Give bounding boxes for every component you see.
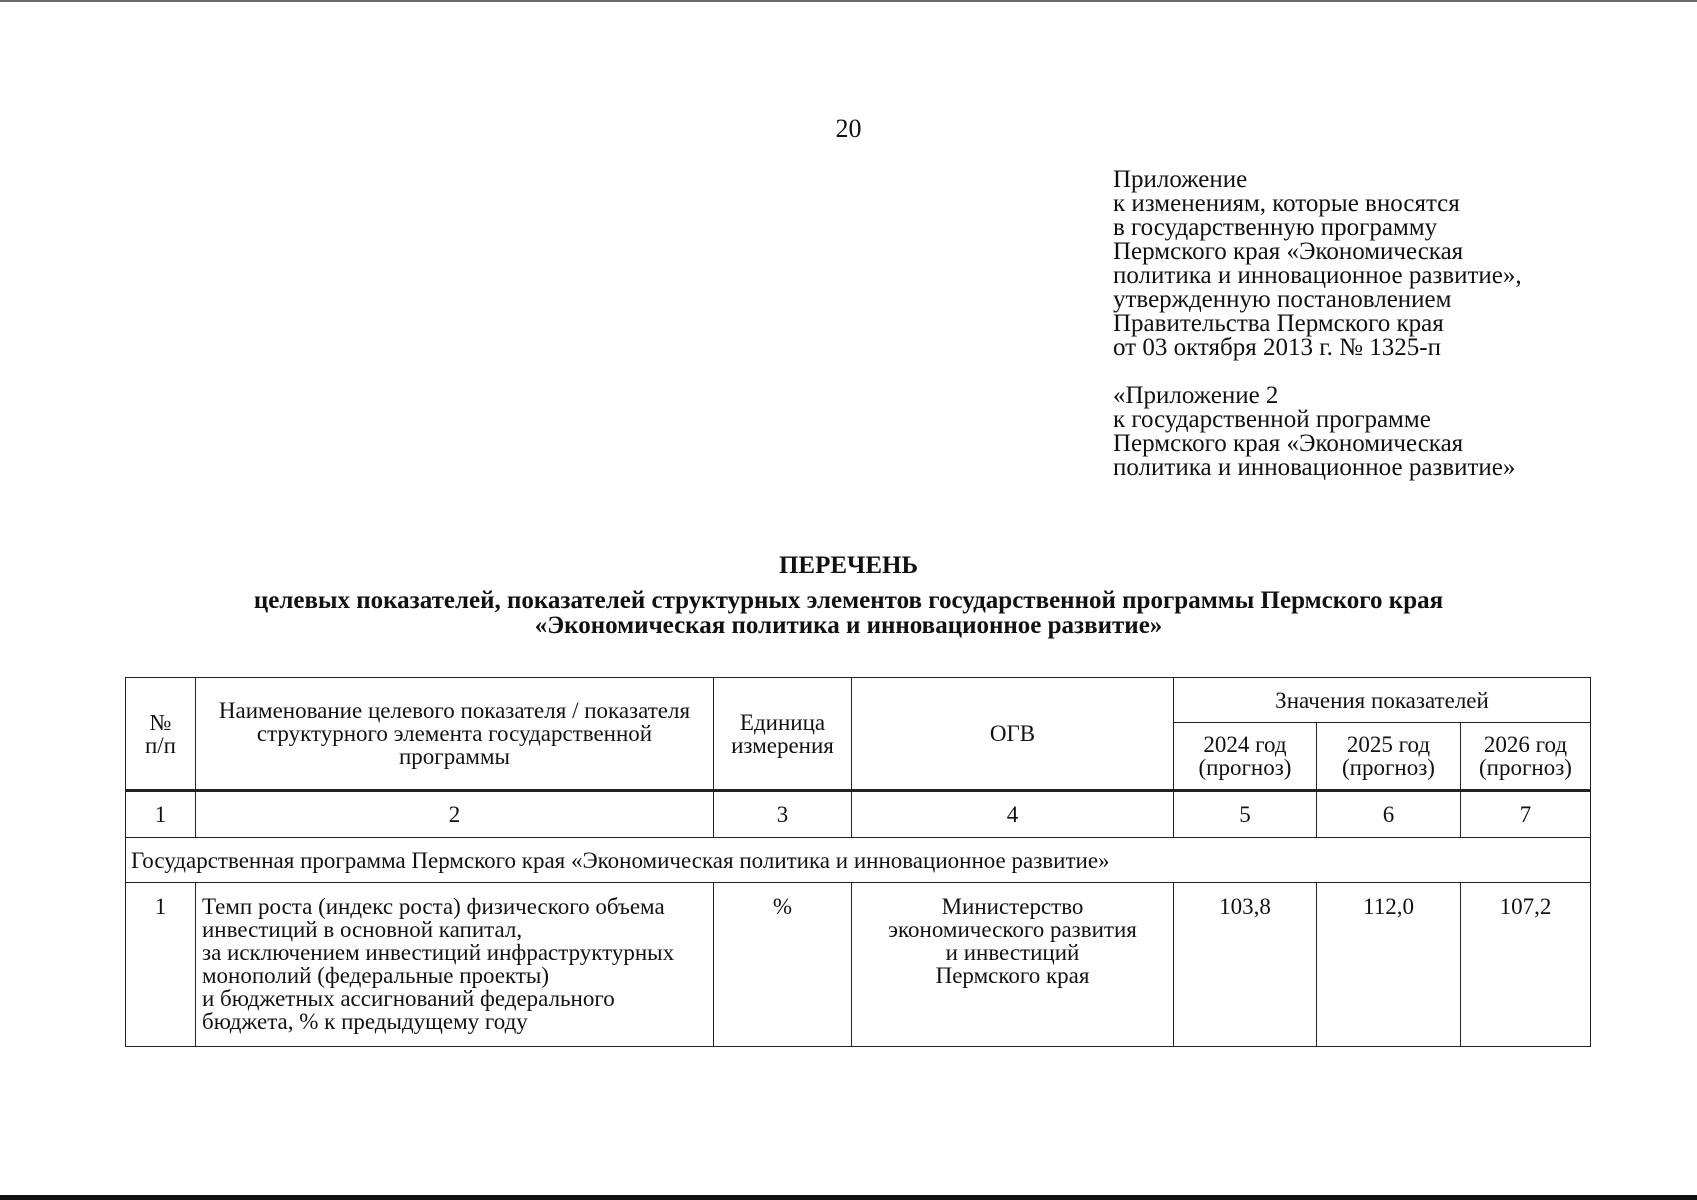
header-year: 2026 год	[1483, 732, 1568, 757]
appendix-line: в государственную программу	[1113, 214, 1438, 241]
column-number: 2	[196, 791, 714, 838]
appendix2-line: политика и инновационное развитие»	[1113, 454, 1516, 481]
ogv-line: и инвестиций	[945, 940, 1080, 965]
header-name-line: программы	[398, 744, 510, 769]
row-value-2025: 112,0	[1317, 883, 1461, 1047]
appendix2-line: Пермского края «Экономическая	[1113, 430, 1464, 457]
header-unit	[714, 678, 852, 791]
scan-edge-top	[0, 0, 1697, 2]
document-subtitle	[0, 588, 1697, 638]
appendix-line: утвержденную постановлением	[1113, 286, 1452, 313]
header-year-2024	[1174, 723, 1317, 791]
header-name-line: структурного элемента государственной	[256, 721, 653, 746]
ogv-line: Министерство	[941, 894, 1084, 919]
column-number: 6	[1317, 791, 1461, 838]
header-year-note: (прогноз)	[1479, 755, 1572, 780]
indicator-name-line: за исключением инвестиций инфраструктурных	[202, 940, 675, 965]
subtitle-line: «Экономическая политика и инновационное развитие»	[534, 612, 1163, 639]
header-unit-line: измерения	[731, 732, 834, 758]
subtitle-line: целевых показателей, показателей структурных элементов государственной программы Пермского края	[253, 587, 1444, 614]
indicator-name-line: бюджета, % к предыдущему году	[202, 1009, 528, 1034]
scan-edge-bottom	[0, 1195, 1697, 1200]
header-year: 2025 год	[1346, 732, 1431, 757]
section-title: Государственная программа Пермского края «Экономическая политика и инновационное развитие»	[126, 838, 1591, 883]
column-number: 1	[126, 791, 196, 838]
table-row	[126, 883, 1591, 1047]
row-unit: %	[714, 883, 852, 1047]
row-value-2024: 103,8	[1174, 883, 1317, 1047]
header-year-note: (прогноз)	[1198, 755, 1292, 780]
document-title: ПЕРЕЧЕНЬ	[778, 552, 919, 579]
column-number: 4	[852, 791, 1174, 838]
header-year-2025	[1317, 723, 1461, 791]
header-year-2026	[1461, 723, 1591, 791]
header-unit-line: Единица	[739, 709, 826, 735]
row-value-2026: 107,2	[1461, 883, 1591, 1047]
row-indicator-name	[196, 883, 714, 1047]
appendix-line: от 03 октября 2013 г. № 1325-п	[1113, 334, 1441, 361]
column-number: 7	[1461, 791, 1591, 838]
row-ogv	[852, 883, 1174, 1047]
header-num-line: №	[149, 709, 172, 735]
indicator-name-line: монополий (федеральные проекты)	[202, 963, 550, 988]
indicators-table	[125, 677, 1591, 1047]
indicator-name-line: инвестиций в основной капитал,	[202, 917, 523, 942]
header-values-group: Значения показателей	[1174, 678, 1591, 723]
header-num	[126, 678, 196, 791]
header-year: 2024 год	[1203, 732, 1287, 757]
appendix2-line: «Приложение 2	[1113, 382, 1279, 409]
header-ogv: ОГВ	[852, 678, 1174, 791]
appendix-spacer	[1113, 360, 1673, 384]
ogv-line: Пермского края	[935, 963, 1090, 988]
row-num: 1	[126, 883, 196, 1047]
appendix-block	[1113, 168, 1673, 480]
appendix-line: к изменениям, которые вносятся	[1113, 190, 1460, 217]
appendix2-line: к государственной программе	[1113, 406, 1431, 433]
column-numbers-row	[126, 791, 1591, 838]
indicator-name-line: Темп роста (индекс роста) физического объема	[202, 894, 665, 919]
header-year-note: (прогноз)	[1342, 755, 1435, 780]
indicator-name-line: и бюджетных ассигнований федерального	[202, 986, 615, 1011]
appendix-line: Приложение	[1113, 166, 1248, 193]
appendix-line: политика и инновационное развитие»,	[1113, 262, 1522, 289]
appendix-line: Правительства Пермского края	[1113, 310, 1444, 337]
header-num-line: п/п	[144, 732, 176, 758]
header-name-line: Наименование целевого показателя / показателя	[218, 698, 691, 723]
page-number: 20	[835, 114, 862, 143]
header-name	[196, 678, 714, 791]
appendix-line: Пермского края «Экономическая	[1113, 238, 1464, 265]
ogv-line: экономического развития	[888, 917, 1137, 942]
section-row	[126, 838, 1591, 883]
column-number: 5	[1174, 791, 1317, 838]
table-header-row	[126, 678, 1591, 723]
column-number: 3	[714, 791, 852, 838]
